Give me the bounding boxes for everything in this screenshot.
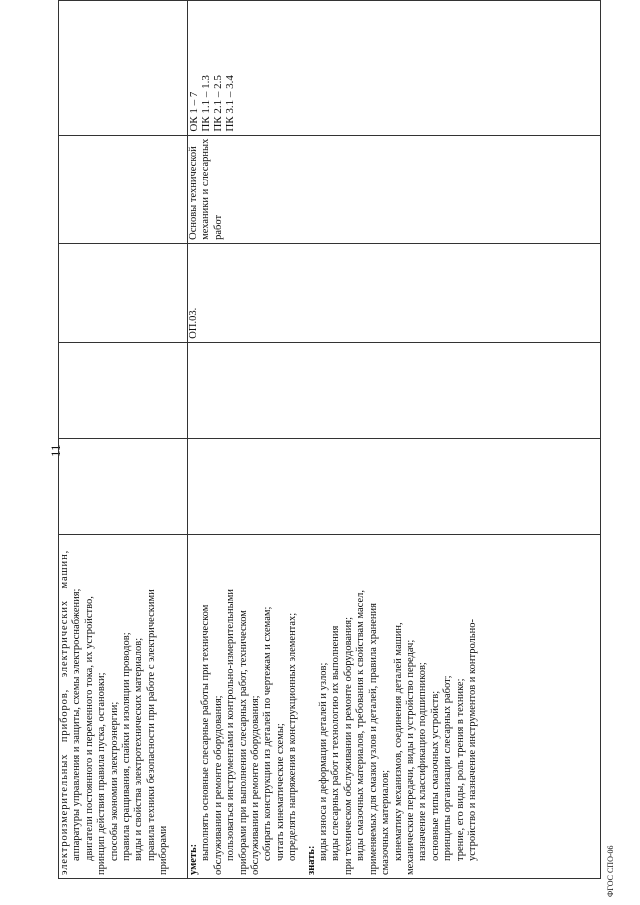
skill-line: обслуживании и ремонте оборудования; xyxy=(212,695,224,875)
required-hours-cell xyxy=(59,342,188,438)
table-row xyxy=(59,1,188,879)
knowledge-line: применяемых для смазки узлов и деталей, правила хранения xyxy=(367,603,379,875)
skills-label: уметь: xyxy=(188,843,199,875)
skill-line: собирать конструкции из деталей по чертежам и схемам; xyxy=(262,606,274,861)
knowledge-line: трение, его виды, роль трения в технике; xyxy=(454,678,466,861)
skill-line: читать кинематические схемы; xyxy=(274,723,286,861)
knowledge-line: механические передачи, виды и устройство передач; xyxy=(404,639,416,875)
discipline-cell xyxy=(59,135,188,243)
desc-line: двигатели постоянного и переменного тока, их устройство, xyxy=(83,596,95,861)
discipline-name-line: Основы технической xyxy=(188,146,199,240)
knowledge-description-cell xyxy=(59,535,188,879)
max-hours-cell xyxy=(188,438,601,534)
desc-line: правила сращивания, спайки и изоляции проводов; xyxy=(121,632,133,861)
knowledge-line: виды износа и деформации деталей и узлов; xyxy=(318,662,330,861)
max-hours-cell xyxy=(59,438,188,534)
skills-knowledge-cell xyxy=(188,535,601,879)
desc-line: электроизмерительных приборов, электрических машин, xyxy=(59,549,70,875)
index-cell xyxy=(59,243,188,342)
footer-document-code: ФГОС СПО-06 xyxy=(606,845,615,897)
discipline-name-line: механики и слесарных xyxy=(200,138,212,240)
page-number: 11 xyxy=(48,444,63,457)
knowledge-line: кинематику механизмов, соединения деталей машин, xyxy=(392,622,404,861)
desc-line: аппаратуры управления и защиты, схемы электроснабжения; xyxy=(71,588,83,861)
competency-code: ПК 1.1 – 1.3 xyxy=(200,75,212,132)
knowledge-line: при техническом обслуживании и ремонте оборудования; xyxy=(342,616,354,875)
competencies-cell xyxy=(59,1,188,136)
competency-code: ПК 3.1 – 3.4 xyxy=(224,75,236,132)
competency-code: ОК 1 – 7 xyxy=(188,91,200,132)
skill-line: обслуживании и ремонте оборудования; xyxy=(250,695,262,875)
knowledge-line: принципы организации слесарных работ; xyxy=(442,675,454,861)
knowledge-line: назначение и классификацию подшипников; xyxy=(417,662,429,861)
desc-line: способы экономии электроэнергии; xyxy=(108,701,120,861)
desc-line: виды и свойства электротехнических материалов; xyxy=(133,637,145,861)
discipline-cell xyxy=(188,135,601,243)
knowledge-line: смазочных материалов; xyxy=(380,770,392,875)
discipline-index: ОП.03. xyxy=(188,307,199,339)
desc-line: приборами xyxy=(158,825,170,875)
knowledge-label: знать: xyxy=(305,845,317,875)
skill-line: пользоваться инструментами и контрольно-измерительными xyxy=(225,589,237,861)
knowledge-line: устройство и назначение инструментов и контрольно- xyxy=(466,619,478,861)
skill-line: определять напряжения в конструкционных элементах; xyxy=(287,612,299,861)
index-cell xyxy=(188,243,601,342)
required-hours-cell xyxy=(188,342,601,438)
desc-line: правила техники безопасности при работе с электрическими xyxy=(145,589,157,861)
standard-table xyxy=(58,0,601,879)
knowledge-line: основные типы смазочных устройств; xyxy=(429,690,441,861)
desc-line: принцип действия правила пуска, остановки; xyxy=(96,672,108,875)
knowledge-line: виды смазочных материалов, требования к свойствам масел, xyxy=(355,590,367,861)
skill-line: приборами при выполнении слесарных работ, техническом xyxy=(237,610,249,875)
competencies-cell xyxy=(188,1,601,136)
table-row xyxy=(188,1,601,879)
skill-line: выполнять основные слесарные работы при техническом xyxy=(200,604,212,861)
competency-code: ПК 2.1 – 2.5 xyxy=(212,75,224,132)
knowledge-line: виды слесарных работ и технологию их выполнения xyxy=(330,625,342,861)
discipline-name-line: работ xyxy=(212,214,224,240)
